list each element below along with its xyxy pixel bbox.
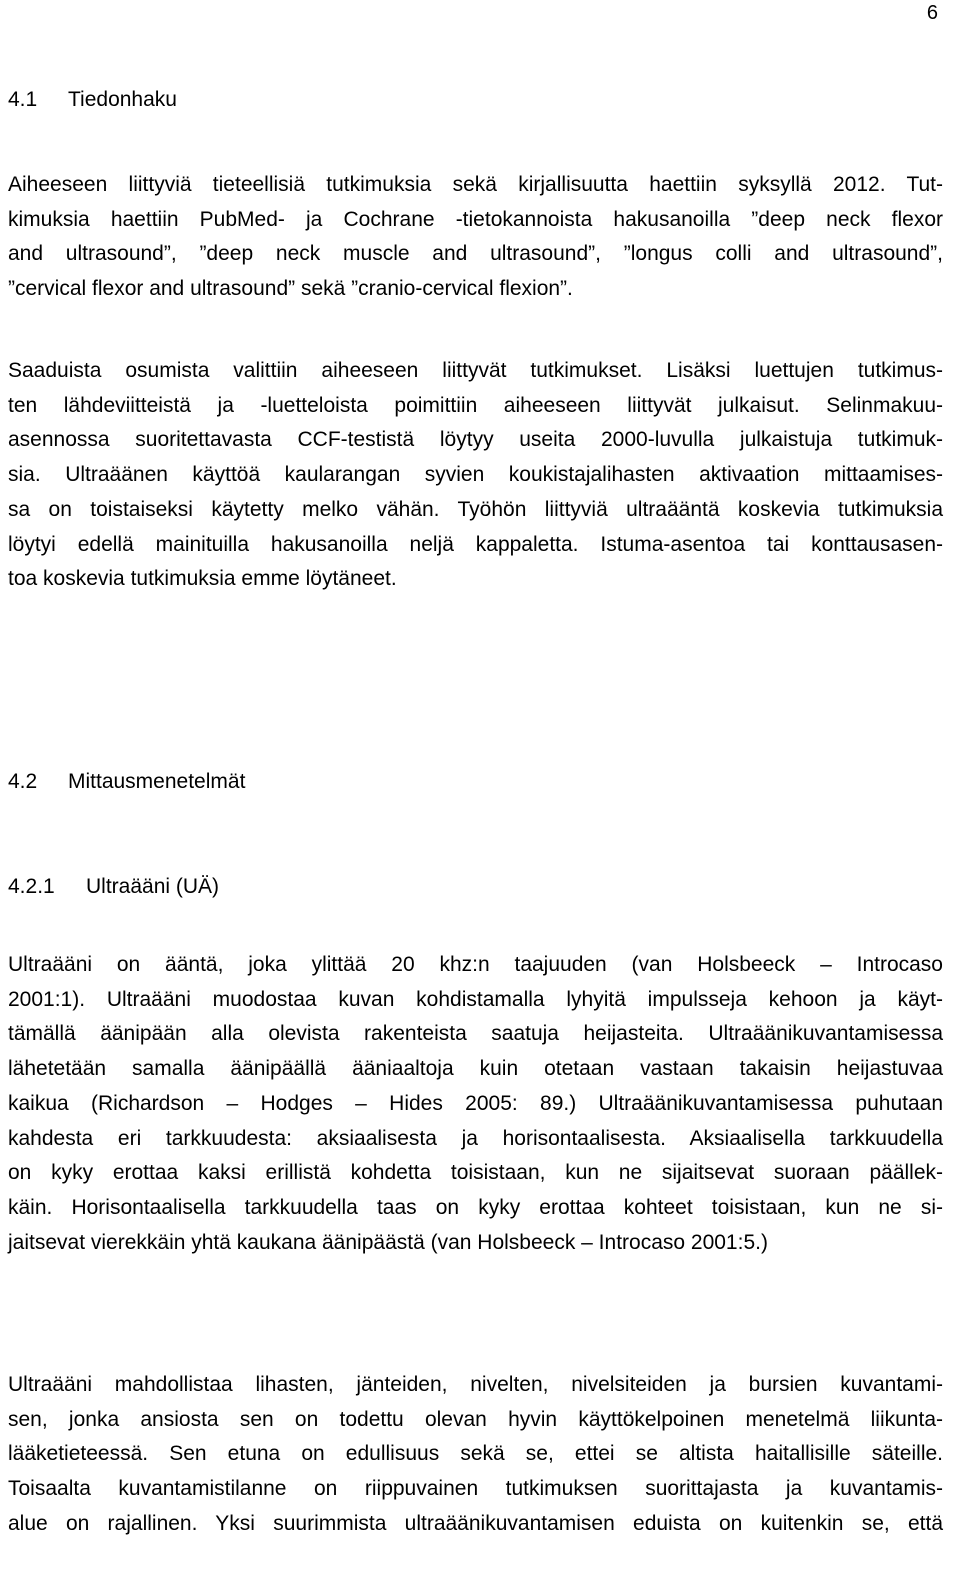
section-title: Tiedonhaku bbox=[68, 88, 177, 111]
text-line: toa koskevia tutkimuksia emme löytäneet. bbox=[8, 567, 397, 591]
text-line: on kyky erottaa kaksi erillistä kohdetta toisistaan, kun ne sijaitsevat suoraan päällek- bbox=[8, 1161, 943, 1185]
text-line: asennossa suoritettavasta CCF-testistä löytyy useita 2000-luvulla julkaistuja tutkimuk- bbox=[8, 428, 943, 452]
text-line: kimuksia haettiin PubMed- ja Cochrane -tietokannoista hakusanoilla ”deep neck flexor bbox=[8, 207, 943, 231]
section-heading-4-2-1 bbox=[8, 875, 219, 899]
section-number: 4.1 bbox=[8, 88, 38, 111]
text-line: Aiheeseen liittyviä tieteellisiä tutkimuksia sekä kirjallisuutta haettiin syksyllä 2012. Tut- bbox=[8, 173, 943, 196]
text-line: Toisaalta kuvantamistilanne on riippuvainen tutkimuksen suorittajasta ja kuvantamis- bbox=[8, 1477, 943, 1501]
section-title: Ultraääni (UÄ) bbox=[86, 875, 220, 898]
text-line: and ultrasound”, ”deep neck muscle and ultrasound”, ”longus colli and ultrasound”, bbox=[8, 242, 943, 266]
text-line: lääketieteessä. Sen etuna on edullisuus sekä se, ettei se altista haitallisille säteille. bbox=[8, 1442, 943, 1466]
text-line: Ultraääni on ääntä, joka ylittää 20 khz:n taajuuden (van Holsbeeck – Introcaso bbox=[8, 953, 943, 976]
page-number: 6 bbox=[926, 2, 938, 24]
text-line: Saaduista osumista valittiin aiheeseen liittyvät tutkimukset. Lisäksi luettujen tutkimus- bbox=[8, 359, 943, 382]
text-line: kaikua (Richardson – Hodges – Hides 2005: 89.) Ultraäänikuvantamisessa puhutaan bbox=[8, 1091, 943, 1115]
text-line: alue on rajallinen. Yksi suurimmista ultraäänikuvantamisen eduista on kuitenkin se, että bbox=[8, 1511, 943, 1535]
paragraph-selection bbox=[8, 354, 943, 597]
text-line: sia. Ultraäänen käyttöä kaularangan syvien koukistajalihasten aktivaation mittaamises- bbox=[8, 463, 943, 487]
text-line: käin. Horisontaalisella tarkkuudella taas on kyky erottaa kohteet toisistaan, kun ne si- bbox=[8, 1195, 943, 1219]
text-line: lähetetään samalla äänipäällä ääniaaltoja kuin otetaan vastaan takaisin heijastuvaa bbox=[8, 1057, 943, 1081]
text-line: ”cervical flexor and ultrasound” sekä ”cranio-cervical flexion”. bbox=[8, 277, 573, 301]
section-number: 4.2 bbox=[8, 770, 38, 793]
text-line: kahdesta eri tarkkuudesta: aksiaalisesta ja horisontaalisesta. Aksiaalisella tarkkuudella bbox=[8, 1126, 943, 1150]
section-number: 4.2.1 bbox=[8, 875, 55, 898]
text-line: jaitsevat vierekkäin yhtä kaukana äänipäästä (van Holsbeeck – Introcaso 2001:5.) bbox=[8, 1230, 768, 1254]
section-heading-4-1 bbox=[8, 88, 177, 112]
text-line: tämällä äänipään alla olevista rakenteista saatuja heijasteita. Ultraäänikuvantamisessa bbox=[8, 1022, 943, 1046]
paragraph-ultrasound-benefits bbox=[8, 1368, 943, 1542]
text-line: löytyi edellä mainituilla hakusanoilla neljä kappaletta. Istuma-asentoa tai konttausasen- bbox=[8, 532, 943, 556]
section-heading-4-2 bbox=[8, 770, 245, 794]
paragraph-ultrasound-definition bbox=[8, 948, 943, 1260]
text-line: sen, jonka ansiosta sen on todettu olevan hyvin käyttökelpoinen menetelmä liikunta- bbox=[8, 1407, 943, 1431]
text-line: 2001:1). Ultraääni muodostaa kuvan kohdistamalla lyhyitä impulsseja kehoon ja käyt- bbox=[8, 987, 943, 1011]
text-line: sa on toistaiseksi käytetty melko vähän. Työhön liittyviä ultraääntä koskevia tutkimuksia bbox=[8, 497, 943, 521]
text-line: ten lähdeviitteistä ja -luetteloista poimittiin aiheeseen liittyvät julkaisut. Selinmakuu- bbox=[8, 393, 943, 417]
paragraph-search bbox=[8, 168, 943, 307]
section-title: Mittausmenetelmät bbox=[68, 770, 246, 793]
text-line: Ultraääni mahdollistaa lihasten, jänteiden, nivelten, nivelsiteiden ja bursien kuvantami- bbox=[8, 1373, 943, 1396]
